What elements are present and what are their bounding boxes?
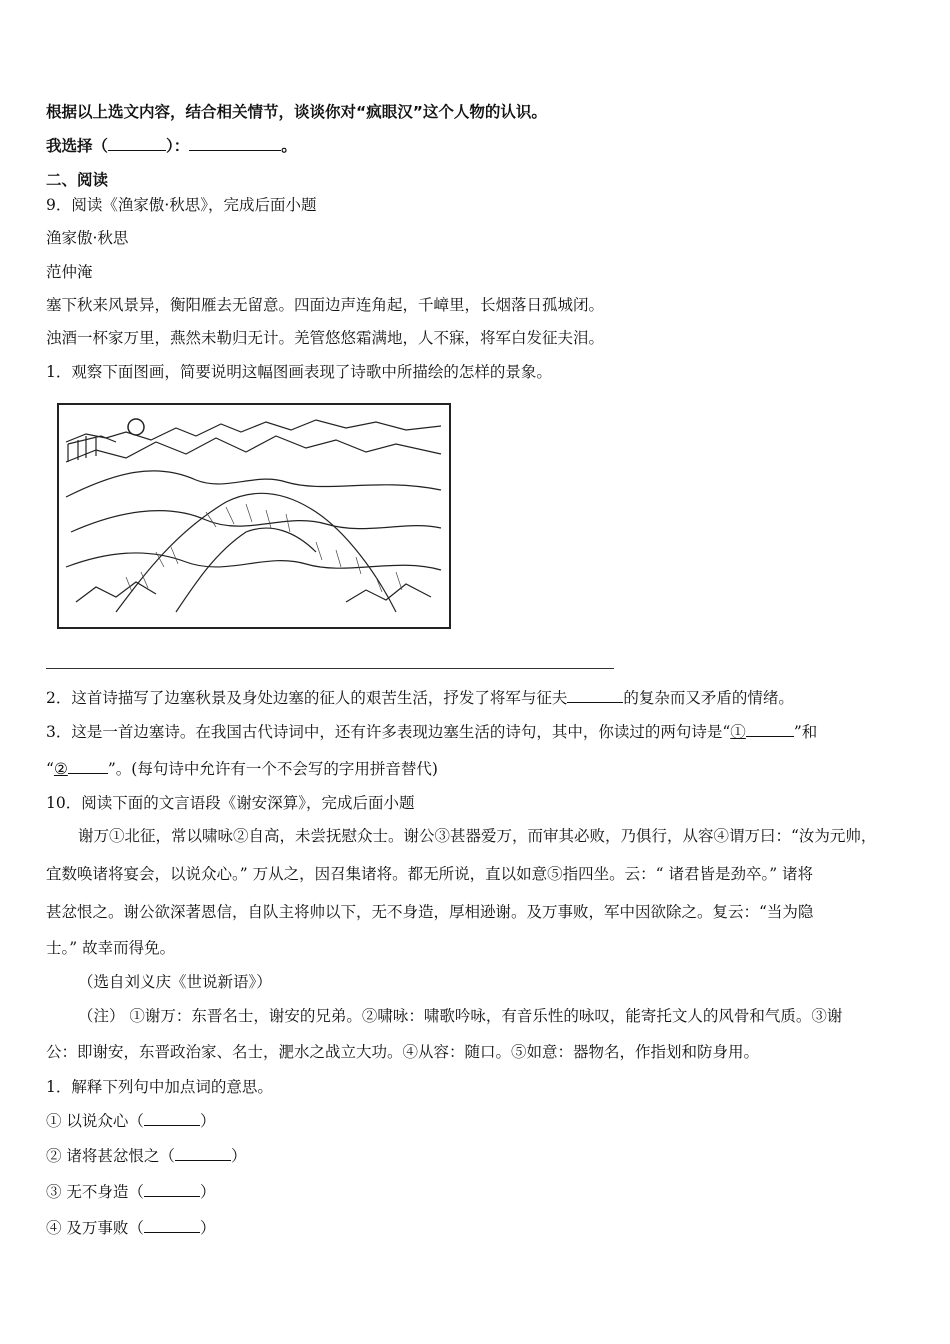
q9-sub3-line1 bbox=[46, 722, 817, 742]
q10-item-2 bbox=[46, 1146, 246, 1166]
q8-choose-line bbox=[46, 136, 297, 156]
q9-sub3-text-a: 3．这是一首边塞诗。在我国古代诗词中，还有许多表现边塞生活的诗句，其中，你读过的两句诗是“ bbox=[46, 723, 731, 741]
q10-para-1: 谢万①北征，常以啸咏②自高，未尝抚慰众士。谢公③甚器爱万，而审其必败，乃俱行，从容④谓万曰：“汝为元帅， bbox=[78, 827, 877, 845]
q8-prompt: 根据以上选文内容，结合相关情节，谈谈你对“疯眼汉”这个人物的认识。 bbox=[46, 103, 547, 121]
q10-source: （选自刘义庆《世说新语》） bbox=[78, 973, 272, 991]
q8-choose-mid: ）： bbox=[166, 137, 190, 155]
q8-reason-blank[interactable] bbox=[189, 136, 281, 151]
q10-intro: 10．阅读下面的文言语段《谢安深算》，完成后面小题 bbox=[46, 794, 415, 812]
q9-sub1: 1．观察下面图画，简要说明这幅图画表现了诗歌中所描绘的怎样的景象。 bbox=[46, 363, 552, 381]
landscape-illustration bbox=[56, 402, 452, 630]
q10-item-3-blank[interactable] bbox=[144, 1182, 200, 1197]
q10-item-4 bbox=[46, 1218, 215, 1238]
q9-sub3-blank-2[interactable] bbox=[68, 759, 108, 774]
q9-sub2-text-b: 的复杂而又矛盾的情绪。 bbox=[623, 689, 794, 707]
q10-note-1: （注） ①谢万：东晋名士，谢安的兄弟。②啸咏：啸歌吟咏，有音乐性的咏叹，能寄托文人的风骨和气质。③谢 bbox=[78, 1007, 843, 1025]
q10-item-3-text: ③ 无不身造（ bbox=[46, 1183, 144, 1201]
q9-sub3-circle-1: ① bbox=[730, 723, 746, 741]
q9-sub3-line2 bbox=[46, 759, 438, 779]
q10-item-3-close: ） bbox=[199, 1183, 216, 1201]
q10-item-1 bbox=[46, 1111, 215, 1131]
poem-author: 范仲淹 bbox=[46, 263, 93, 281]
q8-choice-blank[interactable] bbox=[108, 136, 166, 151]
q9-sub3-text-e: ”。(每句诗中允许有一个不会写的字用拼音替代) bbox=[107, 760, 438, 778]
q10-item-3 bbox=[46, 1182, 215, 1202]
q10-item-1-blank[interactable] bbox=[144, 1111, 200, 1126]
q8-choose-end: 。 bbox=[281, 137, 297, 155]
q10-item-2-close: ） bbox=[230, 1147, 247, 1165]
poem-line-1: 塞下秋来风景异，衡阳雁去无留意。四面边声连角起，千嶂里，长烟落日孤城闭。 bbox=[46, 296, 605, 314]
q10-item-4-close: ） bbox=[199, 1219, 216, 1237]
q10-item-1-close: ） bbox=[199, 1112, 216, 1130]
q8-choose-prefix: 我选择（ bbox=[46, 137, 109, 155]
q10-item-4-text: ④ 及万事败（ bbox=[46, 1219, 144, 1237]
q10-para-3: 甚忿恨之。谢公欲深著恩信，自队主将帅以下，无不身造，厚相逊谢。及万事败，军中因欲除之。复云：“当为隐 bbox=[46, 903, 814, 921]
section-title: 二、阅读 bbox=[46, 171, 109, 189]
q10-item-2-text: ② 诸将甚忿恨之（ bbox=[46, 1147, 175, 1165]
q9-sub3-text-d: “ bbox=[46, 760, 54, 778]
q9-sub3-text-b: ”和 bbox=[793, 723, 818, 741]
q10-item-1-text: ① 以说众心（ bbox=[46, 1112, 144, 1130]
q9-sub3-circle-2: ② bbox=[53, 760, 68, 778]
q9-intro: 9．阅读《渔家傲·秋思》，完成后面小题 bbox=[46, 196, 317, 214]
q9-answer-line[interactable] bbox=[46, 668, 614, 669]
q9-sub2-text-a: 2．这首诗描写了边塞秋景及身处边塞的征人的艰苦生活，抒发了将军与征夫 bbox=[46, 689, 568, 707]
q10-sub1: 1．解释下列句中加点词的意思。 bbox=[46, 1078, 273, 1096]
q9-sub3-blank-1[interactable] bbox=[746, 722, 794, 737]
q10-item-4-blank[interactable] bbox=[144, 1218, 200, 1233]
q10-item-2-blank[interactable] bbox=[175, 1146, 231, 1161]
q9-sub2-blank[interactable] bbox=[567, 688, 623, 703]
poem-line-2: 浊酒一杯家万里，燕然未勒归无计。羌管悠悠霜满地，人不寐，将军白发征夫泪。 bbox=[46, 329, 605, 347]
poem-title: 渔家傲·秋思 bbox=[46, 229, 129, 247]
q10-para-4: 士。” 故幸而得免。 bbox=[46, 939, 176, 957]
q10-para-2: 宜数唤诸将宴会，以说众心。” 万从之，因召集诸将。都无所说，直以如意⑤指四坐。云：“ 诸君皆是劲卒。” 诸将 bbox=[46, 865, 814, 883]
q9-sub2 bbox=[46, 688, 794, 708]
q10-note-2: 公：即谢安，东晋政治家、名士，淝水之战立大功。④从容：随口。⑤如意：器物名，作指划和防身用。 bbox=[46, 1043, 760, 1061]
